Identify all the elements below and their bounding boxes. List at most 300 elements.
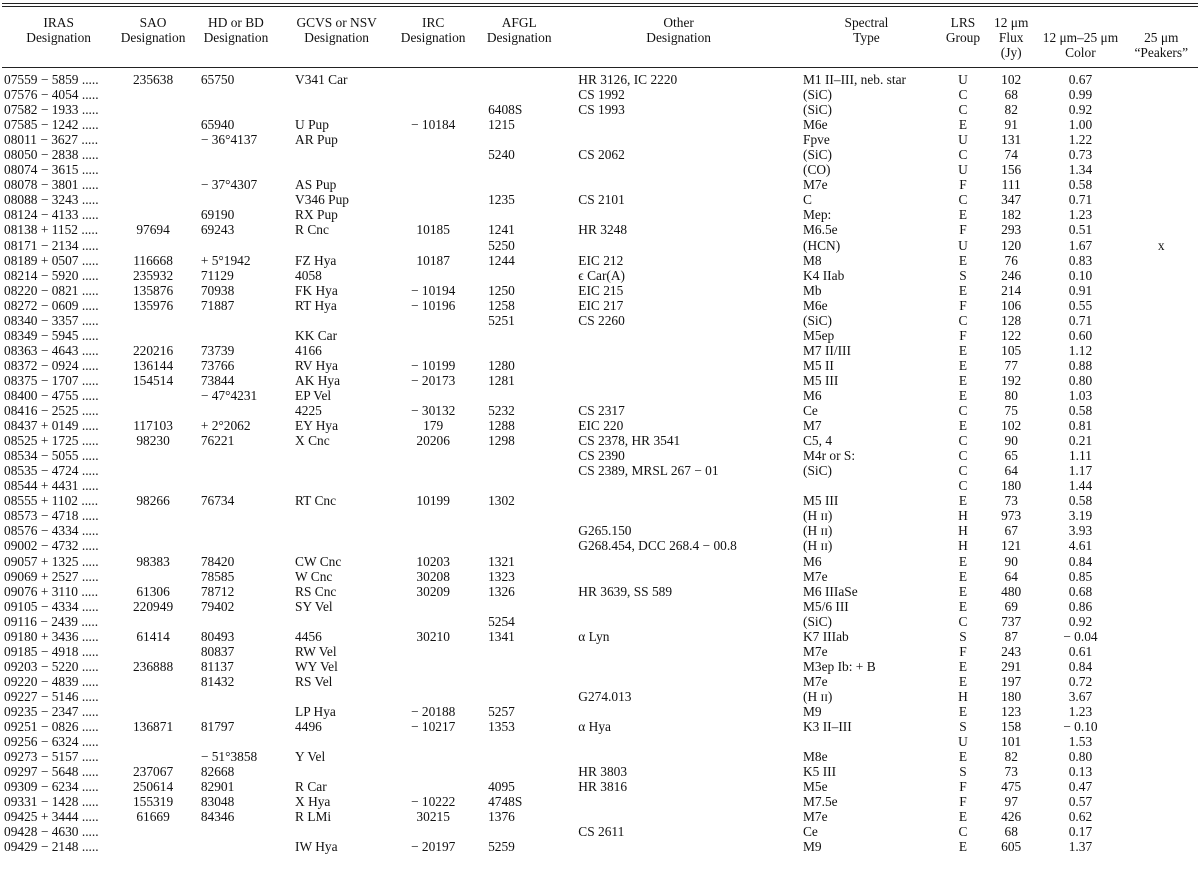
cell-peaker-25um (1125, 102, 1199, 117)
cell-iras-designation: 08375 − 1707 ..... (4, 372, 99, 388)
cell-hd-bd-designation: − 51°3858 (200, 749, 258, 765)
table-row (2, 508, 1198, 523)
cell-spectral-type: M8e (803, 749, 828, 765)
cell-hd-bd-designation (191, 463, 281, 478)
cell-lrs-group: E (958, 809, 968, 825)
cell-color-12-25um: 0.92 (1068, 613, 1093, 629)
cell-spectral-type: M5e (803, 779, 828, 795)
cell-lrs-group: E (958, 703, 968, 719)
table-row (2, 283, 1198, 298)
cell-afgl-designation: 1341 (488, 628, 515, 644)
cell-afgl-designation (474, 343, 564, 358)
cell-flux-12um: 65 (1004, 448, 1018, 464)
table-row (2, 343, 1198, 358)
column-header-line (1127, 15, 1197, 30)
table-row (2, 87, 1198, 102)
cell-other-designation (564, 674, 793, 689)
cell-color-12-25um: 0.13 (1068, 764, 1093, 780)
cell-lrs-group: E (958, 553, 968, 569)
cell-spectral-type: M8 (803, 252, 822, 268)
cell-flux-12um: 480 (1001, 583, 1022, 599)
cell-irc-designation: 30209 (416, 583, 450, 599)
table-row (2, 418, 1198, 433)
cell-lrs-group: E (958, 342, 968, 358)
cell-gcvs-nsv-designation: X Cnc (295, 433, 330, 449)
cell-iras-designation: 09297 − 5648 ..... (4, 764, 99, 780)
cell-peaker-25um (1125, 689, 1199, 704)
cell-hd-bd-designation: 71887 (200, 297, 235, 313)
cell-color-12-25um: 0.72 (1068, 673, 1093, 689)
cell-sao-designation (115, 403, 191, 418)
cell-sao-designation (115, 734, 191, 749)
cell-color-12-25um: 3.67 (1068, 688, 1093, 704)
cell-gcvs-nsv-designation: 4166 (295, 342, 322, 358)
cell-irc-designation: 10185 (416, 222, 450, 238)
cell-irc-designation (392, 67, 474, 87)
cell-hd-bd-designation: 65940 (200, 117, 235, 133)
cell-spectral-type: (H ɪɪ) (803, 523, 833, 539)
table-row (2, 433, 1198, 448)
cell-sao-designation: 250614 (132, 779, 174, 795)
cell-sao-designation: 98266 (136, 493, 170, 509)
cell-spectral-type: M7 II/III (803, 342, 851, 358)
column-header-line: Designation (304, 30, 369, 45)
cell-sao-designation (115, 207, 191, 222)
cell-lrs-group: S (959, 628, 967, 644)
cell-other-designation: HR 3816 (578, 779, 628, 795)
cell-sao-designation (115, 117, 191, 132)
cell-other-designation: ϵ Car(A) (578, 267, 625, 283)
cell-color-12-25um: 0.71 (1068, 192, 1093, 208)
cell-iras-designation: 09425 + 3444 ..... (4, 809, 99, 825)
cell-flux-12um: 475 (1001, 779, 1022, 795)
cell-lrs-group: F (959, 794, 967, 810)
cell-gcvs-nsv-designation (281, 689, 392, 704)
cell-afgl-designation: 5250 (488, 237, 515, 253)
cell-hd-bd-designation: 76221 (200, 433, 235, 449)
cell-hd-bd-designation (191, 238, 281, 253)
cell-lrs-group: E (958, 598, 968, 614)
cell-irc-designation (392, 463, 474, 478)
cell-iras-designation: 09180 + 3436 ..... (4, 628, 99, 644)
cell-spectral-type: K5 III (803, 764, 837, 780)
cell-hd-bd-designation (191, 478, 281, 493)
cell-hd-bd-designation (191, 689, 281, 704)
cell-peaker-25um (1125, 162, 1199, 177)
cell-flux-12um: 102 (1001, 418, 1022, 434)
column-header-line (1038, 15, 1122, 30)
table-row (2, 839, 1198, 854)
cell-lrs-group: S (959, 764, 967, 780)
cell-color-12-25um: 0.84 (1068, 658, 1093, 674)
cell-lrs-group: H (958, 538, 968, 554)
cell-afgl-designation (474, 177, 564, 192)
cell-spectral-type: M7 (803, 418, 822, 434)
table-row (2, 268, 1198, 283)
cell-gcvs-nsv-designation: RW Vel (295, 643, 337, 659)
cell-sao-designation (115, 523, 191, 538)
cell-iras-designation: 08555 + 1102 ..... (4, 493, 99, 509)
table-row (2, 478, 1198, 493)
cell-irc-designation: − 10194 (410, 282, 456, 298)
cell-hd-bd-designation: 73739 (200, 342, 235, 358)
cell-color-12-25um: 0.21 (1068, 433, 1093, 449)
column-header-line: AFGL (501, 15, 537, 30)
cell-irc-designation (392, 207, 474, 222)
cell-afgl-designation (474, 478, 564, 493)
cell-hd-bd-designation: 76734 (200, 493, 235, 509)
cell-other-designation (564, 554, 793, 569)
cell-irc-designation: 30210 (416, 628, 450, 644)
cell-spectral-type: M5 III (803, 493, 839, 509)
cell-flux-12um: 973 (1001, 508, 1022, 524)
cell-afgl-designation: 5240 (488, 147, 515, 163)
column-header-line: Flux (998, 30, 1024, 45)
cell-sao-designation: 98383 (136, 553, 170, 569)
cell-afgl-designation: 1298 (488, 433, 515, 449)
column-header-line: Spectral (844, 15, 889, 30)
cell-other-designation: HR 3639, SS 589 (578, 583, 673, 599)
cell-iras-designation: 08372 − 0924 ..... (4, 357, 99, 373)
cell-irc-designation: 10203 (416, 553, 450, 569)
cell-sao-designation: 136871 (132, 719, 174, 735)
column-header-irc-designation (392, 14, 474, 67)
cell-other-designation (564, 117, 793, 132)
cell-iras-designation: 08078 − 3801 ..... (4, 177, 99, 193)
cell-flux-12um: 111 (1001, 177, 1021, 193)
cell-afgl-designation (474, 87, 564, 102)
cell-gcvs-nsv-designation: 4225 (295, 403, 322, 419)
cell-other-designation (564, 238, 793, 253)
cell-gcvs-nsv-designation: X Hya (295, 794, 331, 810)
cell-gcvs-nsv-designation: FK Hya (295, 282, 338, 298)
cell-spectral-type: (H ɪɪ) (803, 508, 833, 524)
cell-iras-designation: 08138 + 1152 ..... (4, 222, 99, 238)
cell-color-12-25um: 0.55 (1068, 297, 1093, 313)
cell-lrs-group: H (958, 688, 968, 704)
cell-color-12-25um: 3.19 (1068, 508, 1093, 524)
cell-peaker-25um (1125, 839, 1199, 854)
cell-spectral-type: M9 (803, 839, 822, 855)
cell-color-12-25um: 1.00 (1068, 117, 1093, 133)
cell-peaker-25um (1125, 253, 1199, 268)
cell-hd-bd-designation: 78585 (200, 568, 235, 584)
cell-gcvs-nsv-designation (281, 313, 392, 328)
cell-spectral-type: (CO) (803, 162, 831, 178)
cell-lrs-group: C (958, 102, 968, 118)
cell-iras-designation: 09057 + 1325 ..... (4, 553, 99, 569)
cell-flux-12um: 180 (1001, 688, 1022, 704)
cell-afgl-designation (474, 538, 564, 553)
cell-color-12-25um: 0.17 (1068, 824, 1093, 840)
cell-lrs-group: H (958, 523, 968, 539)
cell-afgl-designation (474, 268, 564, 283)
cell-lrs-group: E (958, 117, 968, 133)
cell-hd-bd-designation: 69243 (200, 222, 235, 238)
cell-hd-bd-designation: 81797 (200, 719, 235, 735)
table-row (2, 824, 1198, 839)
cell-color-12-25um: 0.91 (1068, 282, 1093, 298)
cell-iras-designation: 08400 − 4755 ..... (4, 387, 99, 403)
cell-sao-designation (115, 614, 191, 629)
cell-sao-designation: 61669 (136, 809, 170, 825)
column-header-other-designation (564, 14, 793, 67)
cell-lrs-group: F (959, 297, 967, 313)
cell-color-12-25um: 0.84 (1068, 553, 1093, 569)
cell-irc-designation (392, 689, 474, 704)
cell-gcvs-nsv-designation (281, 238, 392, 253)
cell-spectral-type: M9 (803, 703, 822, 719)
cell-sao-designation (115, 689, 191, 704)
cell-lrs-group: E (958, 658, 968, 674)
cell-gcvs-nsv-designation: R LMi (295, 809, 332, 825)
cell-irc-designation (392, 147, 474, 162)
cell-spectral-type: M6e (803, 297, 828, 313)
cell-iras-designation: 09002 − 4732 ..... (4, 538, 99, 554)
cell-afgl-designation: 1235 (488, 192, 515, 208)
cell-iras-designation: 08576 − 4334 ..... (4, 523, 99, 539)
cell-color-12-25um: − 0.04 (1063, 628, 1098, 644)
cell-iras-designation: 09076 + 3110 ..... (4, 583, 99, 599)
cell-hd-bd-designation: + 5°1942 (200, 252, 251, 268)
cell-color-12-25um: 0.83 (1068, 252, 1093, 268)
column-header-line: Designation (120, 30, 186, 45)
cell-sao-designation: 237067 (132, 764, 174, 780)
cell-irc-designation: − 10199 (410, 357, 456, 373)
cell-flux-12um: 67 (1004, 523, 1018, 539)
cell-iras-designation: 08220 − 0821 ..... (4, 282, 99, 298)
cell-sao-designation (115, 328, 191, 343)
cell-spectral-type: M7e (803, 809, 828, 825)
cell-lrs-group: C (958, 448, 968, 464)
cell-afgl-designation (474, 388, 564, 403)
cell-irc-designation: 179 (423, 418, 444, 434)
cell-iras-designation: 09105 − 4334 ..... (4, 598, 99, 614)
cell-flux-12um: 69 (1004, 598, 1018, 614)
cell-peaker-25um (1125, 268, 1199, 283)
cell-peaker-25um (1125, 749, 1199, 764)
cell-lrs-group: C (958, 433, 968, 449)
cell-gcvs-nsv-designation: Y Vel (295, 749, 326, 765)
cell-spectral-type: K4 IIab (803, 267, 845, 283)
table-row (2, 358, 1198, 373)
cell-flux-12um: 102 (1001, 72, 1022, 87)
cell-flux-12um: 123 (1001, 703, 1022, 719)
column-header-hd-bd-designation (191, 14, 281, 67)
cell-gcvs-nsv-designation: AK Hya (295, 372, 341, 388)
cell-irc-designation (392, 779, 474, 794)
cell-sao-designation (115, 132, 191, 147)
column-header-line (193, 45, 279, 60)
cell-spectral-type: (HCN) (803, 237, 841, 253)
cell-spectral-type: M7e (803, 177, 828, 193)
cell-afgl-designation: 1215 (488, 117, 515, 133)
cell-gcvs-nsv-designation: RT Hya (295, 297, 337, 313)
cell-iras-designation: 08088 − 3243 ..... (4, 192, 99, 208)
cell-other-designation (564, 328, 793, 343)
cell-flux-12um: 80 (1004, 387, 1018, 403)
cell-spectral-type: M6 IIIaSe (803, 583, 858, 599)
cell-hd-bd-designation: 71129 (200, 267, 234, 283)
cell-afgl-designation: 5259 (488, 839, 515, 855)
cell-sao-designation (115, 569, 191, 584)
cell-hd-bd-designation (191, 403, 281, 418)
column-header-line: IRC (422, 15, 445, 30)
table-row (2, 313, 1198, 328)
table-row (2, 192, 1198, 207)
cell-afgl-designation: 4095 (488, 779, 515, 795)
cell-peaker-25um (1125, 177, 1199, 192)
column-header-flux-12um (986, 14, 1036, 67)
cell-peaker-25um (1125, 388, 1199, 403)
cell-iras-designation: 08340 − 3357 ..... (4, 312, 99, 328)
cell-afgl-designation: 1258 (488, 297, 515, 313)
cell-spectral-type: K7 IIIab (803, 628, 849, 644)
cell-color-12-25um: 0.60 (1068, 327, 1093, 343)
cell-hd-bd-designation: 82668 (200, 764, 235, 780)
cell-flux-12um: 120 (1001, 237, 1022, 253)
cell-other-designation (564, 839, 793, 854)
cell-hd-bd-designation (191, 328, 281, 343)
cell-afgl-designation (474, 67, 564, 87)
cell-peaker-25um (1125, 463, 1199, 478)
cell-irc-designation (392, 132, 474, 147)
cell-afgl-designation (474, 659, 564, 674)
cell-spectral-type: M1 II–III, neb. star (803, 72, 906, 87)
cell-hd-bd-designation: 80837 (200, 643, 235, 659)
column-header-spectral-type (793, 14, 940, 67)
cell-flux-12um: 122 (1001, 327, 1022, 343)
cell-flux-12um: 128 (1001, 312, 1022, 328)
cell-lrs-group: C (958, 403, 968, 419)
cell-gcvs-nsv-designation (281, 764, 392, 779)
cell-peaker-25um (1125, 67, 1199, 87)
cell-flux-12um: 82 (1004, 749, 1018, 765)
cell-gcvs-nsv-designation: V346 Pup (295, 192, 349, 208)
cell-gcvs-nsv-designation (281, 734, 392, 749)
cell-lrs-group: E (958, 673, 968, 689)
cell-peaker-25um (1125, 313, 1199, 328)
cell-other-designation: G274.013 (578, 688, 632, 704)
cell-gcvs-nsv-designation (281, 102, 392, 117)
cell-lrs-group: E (958, 372, 968, 388)
cell-gcvs-nsv-designation: KK Car (295, 327, 338, 343)
cell-irc-designation (392, 102, 474, 117)
cell-hd-bd-designation: 73844 (200, 372, 235, 388)
cell-sao-designation: 220949 (132, 598, 174, 614)
cell-peaker-25um (1125, 478, 1199, 493)
cell-sao-designation: 236888 (132, 658, 174, 674)
column-header-line: Designation (203, 30, 269, 45)
top-rule-double (2, 6, 1198, 7)
cell-other-designation (564, 343, 793, 358)
cell-peaker-25um (1125, 614, 1199, 629)
cell-irc-designation (392, 764, 474, 779)
table-row (2, 388, 1198, 403)
cell-afgl-designation (474, 764, 564, 779)
table-row (2, 689, 1198, 704)
cell-flux-12um: 197 (1001, 673, 1022, 689)
column-header-line: 25 μm (1144, 30, 1179, 45)
cell-peaker-25um (1125, 719, 1199, 734)
cell-color-12-25um: 1.37 (1068, 839, 1093, 855)
table-row (2, 117, 1198, 132)
cell-peaker-25um: x (1157, 237, 1165, 253)
cell-lrs-group: E (958, 749, 968, 765)
cell-lrs-group: C (958, 613, 968, 629)
cell-flux-12um: 131 (1001, 132, 1022, 148)
cell-flux-12um: 76 (1004, 252, 1018, 268)
cell-lrs-group: E (958, 207, 968, 223)
cell-irc-designation: 30215 (416, 809, 450, 825)
cell-spectral-type: (SiC) (803, 463, 833, 479)
cell-irc-designation (392, 343, 474, 358)
cell-color-12-25um: − 0.10 (1063, 719, 1098, 735)
cell-hd-bd-designation (191, 523, 281, 538)
cell-other-designation: CS 2101 (578, 192, 625, 208)
cell-flux-12um: 426 (1001, 809, 1022, 825)
table-row (2, 584, 1198, 599)
cell-lrs-group: F (959, 779, 967, 795)
cell-gcvs-nsv-designation: RX Pup (295, 207, 338, 223)
table-row (2, 328, 1198, 343)
cell-spectral-type: M7.5e (803, 794, 838, 810)
cell-peaker-25um (1125, 824, 1199, 839)
cell-peaker-25um (1125, 809, 1199, 824)
cell-irc-designation: − 20188 (410, 703, 456, 719)
cell-flux-12um: 291 (1001, 658, 1022, 674)
table-row (2, 794, 1198, 809)
cell-color-12-25um: 1.03 (1068, 387, 1093, 403)
cell-iras-designation: 09331 − 1428 ..... (4, 794, 99, 810)
cell-gcvs-nsv-designation: 4456 (295, 628, 322, 644)
cell-lrs-group: U (958, 162, 968, 178)
cell-afgl-designation: 1280 (488, 357, 515, 373)
cell-irc-designation (392, 328, 474, 343)
cell-sao-designation (115, 644, 191, 659)
cell-other-designation: EIC 212 (578, 252, 624, 268)
cell-irc-designation (392, 177, 474, 192)
cell-spectral-type: Mb (803, 282, 822, 298)
cell-spectral-type: (SiC) (803, 613, 833, 629)
cell-lrs-group: C (958, 87, 968, 103)
cell-iras-designation: 08011 − 3627 ..... (4, 132, 99, 148)
cell-gcvs-nsv-designation (281, 508, 392, 523)
cell-lrs-group: C (958, 147, 968, 163)
column-header-line: Type (853, 30, 880, 45)
cell-irc-designation (392, 644, 474, 659)
cell-iras-designation: 08437 + 0149 ..... (4, 418, 99, 434)
column-header-line (942, 45, 984, 60)
cell-afgl-designation: 1241 (488, 222, 515, 238)
cell-iras-designation: 08573 − 4718 ..... (4, 508, 99, 524)
cell-gcvs-nsv-designation: RT Cnc (295, 493, 337, 509)
cell-other-designation (564, 478, 793, 493)
cell-iras-designation: 07582 − 1933 ..... (4, 102, 99, 118)
table-row (2, 207, 1198, 222)
cell-afgl-designation: 6408S (488, 102, 523, 118)
column-header-gcvs-nsv-designation (281, 14, 392, 67)
cell-gcvs-nsv-designation (281, 523, 392, 538)
table-row (2, 749, 1198, 764)
cell-spectral-type: M7e (803, 643, 828, 659)
cell-iras-designation: 08074 − 3615 ..... (4, 162, 99, 178)
cell-spectral-type: (H ɪɪ) (803, 538, 833, 554)
cell-other-designation (564, 704, 793, 719)
cell-iras-designation: 08124 − 4133 ..... (4, 207, 99, 223)
cell-sao-designation: 154514 (132, 372, 174, 388)
cell-flux-12um: 90 (1004, 433, 1018, 449)
